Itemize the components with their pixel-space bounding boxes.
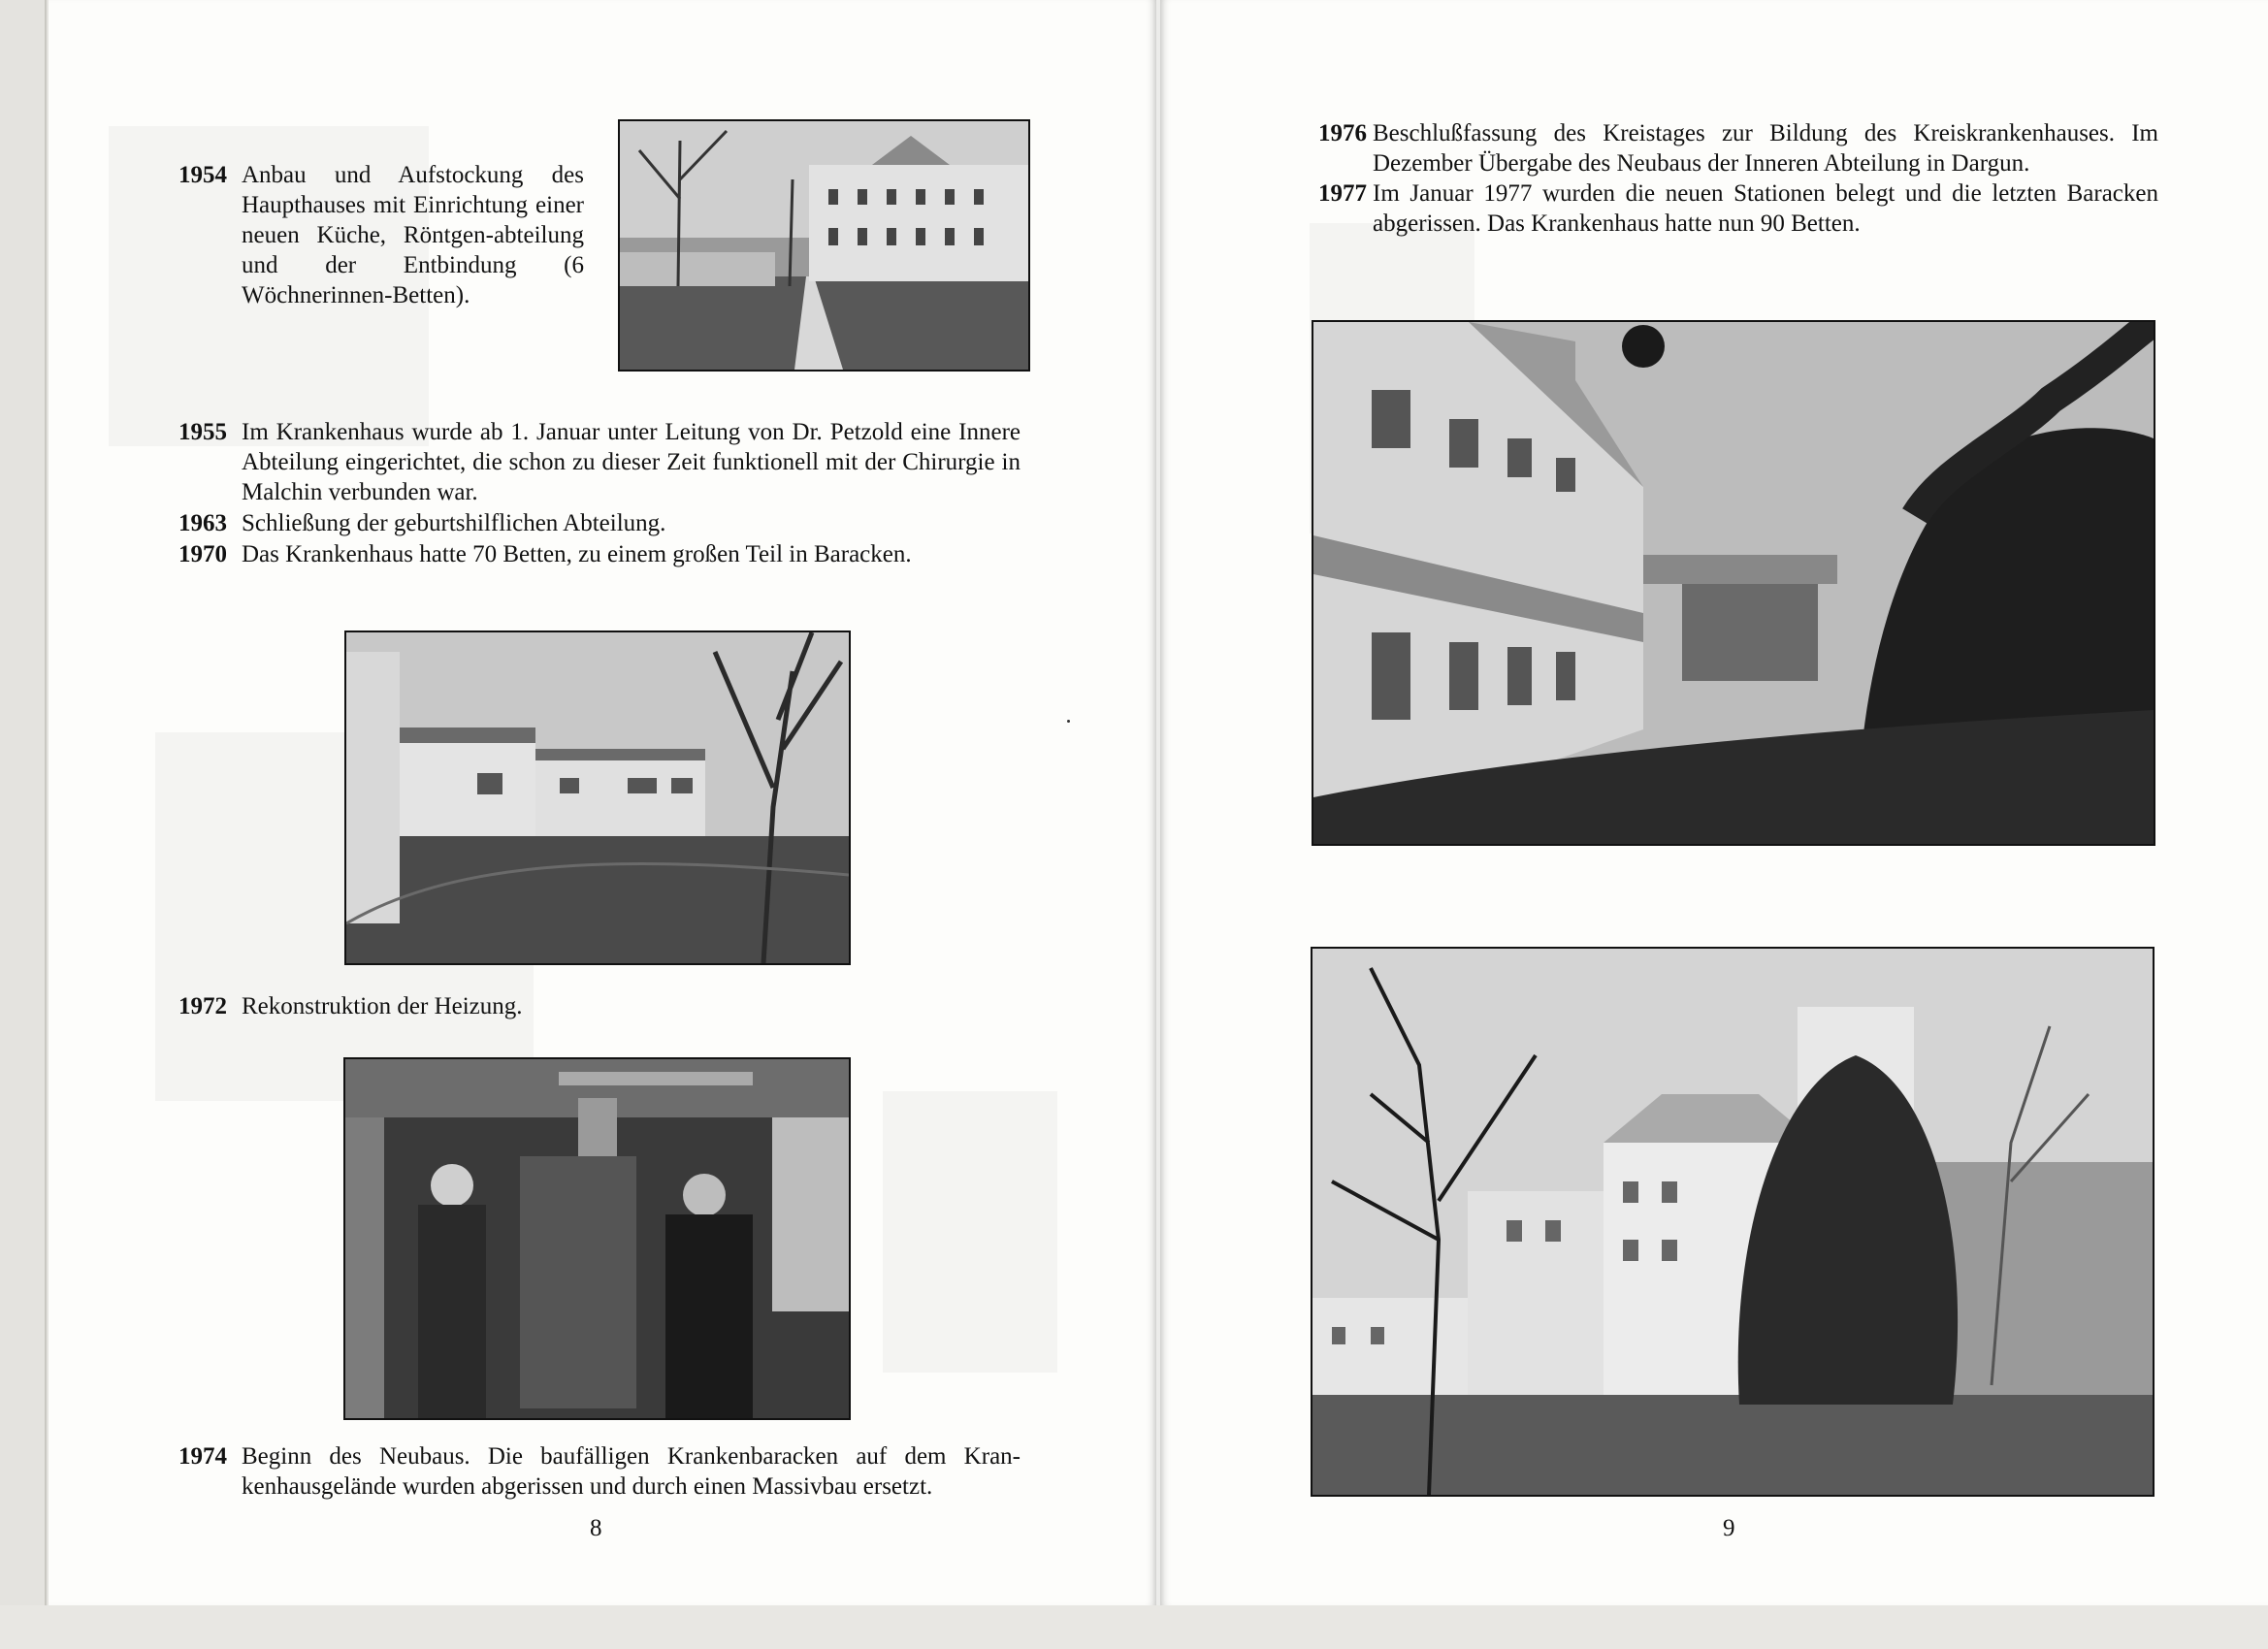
entry-text: Das Krankenhaus hatte 70 Betten, zu einem großen Teil in Baracken.: [242, 541, 912, 567]
entry-year: 1970: [178, 541, 227, 567]
photo-hospital-grounds: [1311, 947, 2155, 1497]
photo-heating-workers: [343, 1057, 851, 1420]
entry-year: 1955: [178, 419, 227, 445]
entry-text: Beginn des Neubaus. Die baufälligen Krankenbaracken auf dem Kran-kenhausgelände wurden abgerissen und durch einen Massivbau ersetzt.: [242, 1443, 1021, 1500]
photo-main-building: [618, 119, 1030, 372]
entry-year: 1972: [178, 993, 227, 1019]
entry-1972: [178, 991, 1021, 1021]
entry-year: 1954: [178, 162, 227, 188]
entry-1954: [178, 160, 584, 310]
bleed-through: [883, 1091, 1057, 1373]
left-page: [49, 0, 1156, 1605]
entry-text: Rekonstruktion der Heizung.: [242, 993, 523, 1019]
scan-speck: [1067, 720, 1070, 723]
entry-text: Schließung der geburtshilflichen Abteilung.: [242, 510, 666, 536]
entry-year: 1976: [1318, 120, 1367, 146]
entry-1963: [178, 508, 1021, 538]
photo-barracks: [344, 630, 851, 965]
entry-year: 1963: [178, 510, 227, 536]
entry-1974: [178, 1441, 1021, 1502]
entry-year: 1974: [178, 1443, 227, 1470]
entry-text: Im Januar 1977 wurden die neuen Stationen belegt und die letzten Baracken abgerissen. Das Krankenhaus hatte nun 90 Betten.: [1373, 180, 2158, 237]
photo-new-building: [1312, 320, 2155, 846]
entry-1977: [1318, 178, 2158, 239]
entry-1970: [178, 539, 1021, 569]
page-number: 9: [1723, 1515, 1735, 1541]
entry-text: Anbau und Aufstockung des Haupthauses mit Einrichtung einer neuen Küche, Röntgen-abteilung und der Entbindung (6 Wöchnerinnen-Betten).: [242, 162, 584, 308]
entry-year: 1977: [1318, 180, 1367, 207]
entry-text: Beschlußfassung des Kreistages zur Bildung des Kreiskrankenhauses. Im Dezember Übergabe des Neubaus der Inneren Abteilung in Dargun.: [1373, 120, 2158, 177]
page-number: 8: [590, 1515, 602, 1541]
scan-bottom-edge: [0, 1605, 2268, 1649]
entry-1976: [1318, 118, 2158, 178]
entry-text: Im Krankenhaus wurde ab 1. Januar unter Leitung von Dr. Petzold eine Innere Abteilung eingerichtet, die schon zu dieser Zeit funktionell mit der Chirurgie in Malchin verbunden war.: [242, 419, 1021, 505]
entry-1955: [178, 417, 1021, 507]
right-page: [1160, 0, 2268, 1605]
book-edge: [0, 0, 50, 1649]
